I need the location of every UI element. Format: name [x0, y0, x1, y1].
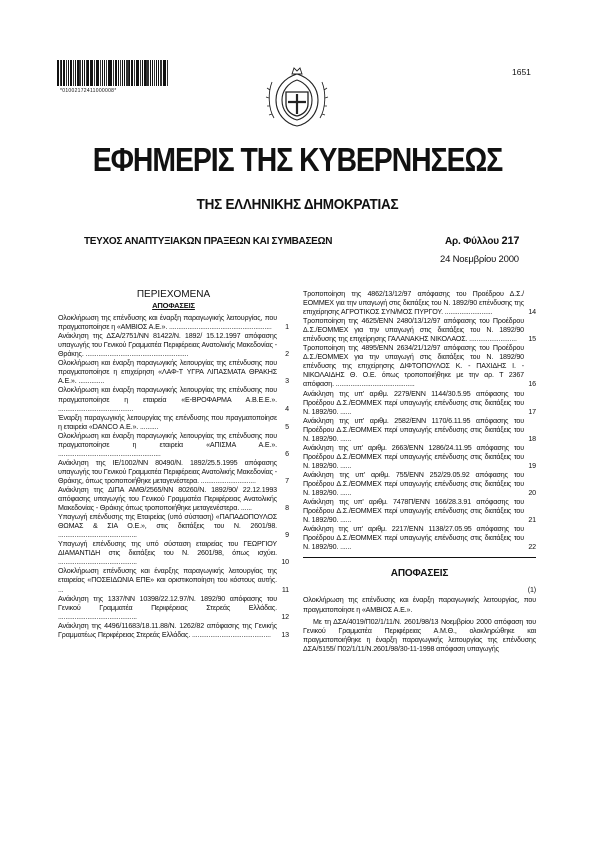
barcode-bar: [124, 60, 125, 86]
barcode-bar: [120, 60, 122, 86]
toc-entry-page: 6: [285, 449, 289, 458]
toc-entry-text: Ανάκληση της υπ' αριθμ. 2582/ΕΝΝ 1170/6.11.95 απόφασης του Προέδρου Δ.Σ./ΕΟΜΜΕΧ περί υπαγωγής επένδυσης στις διατάξεις του Ν. 1892/90. ......: [303, 416, 524, 443]
barcode-bar: [113, 60, 114, 86]
toc-entry-text: Υπαγωγή επένδυσης της Εταιρείας (υπό σύσταση) «ΠΑΠΑΔΟΠΟΥΛΟΣ ΘΩΜΑΣ & ΣΙΑ Ο.Ε.», στις διατάξεις του Ν. 2601/98. ...........................................: [58, 513, 277, 540]
barcode-bar: [137, 60, 139, 86]
decision-subject: Ολοκλήρωση της επένδυσης και έναρξη παραγωγικής λειτουργίας, που πραγματοποίησε η «ΑΜΒΙΟΣ Α.Ε.».: [303, 596, 536, 614]
toc-entry-text: Ολοκλήρωση και έναρξη παραγωγικής λειτουργίας της επένδυσης που πραγματοποίησε η εταιρεία «ΑΠΙΣΜΑ Α.Ε.». ........................................................: [58, 431, 277, 458]
toc-right-column: [303, 290, 536, 654]
toc-entry-text: Ανάκληση της υπ' αριθμ. 2217/ΕΝΝ 1138/27.05.95 απόφασης του Προέδρου Δ.Σ./ΕΟΜΜΕΧ περί υπαγωγής επένδυσης στις διατάξεις του Ν. 1892/90. ......: [303, 525, 524, 552]
toc-entry: [58, 540, 289, 567]
barcode-bar: [84, 60, 85, 86]
barcode-bar: [108, 60, 111, 86]
toc-entry-page: 3: [285, 377, 289, 386]
toc-entry: [58, 513, 289, 540]
barcode-bar: [60, 60, 61, 86]
toc-entry-page: 10: [281, 558, 289, 567]
toc-entry: [58, 332, 289, 359]
barcode-number: *01002172411000008*: [60, 88, 117, 94]
issue-number-block: [445, 235, 519, 247]
issue-type: ΤΕΥΧΟΣ ΑΝΑΠΤΥΞΙΑΚΩΝ ΠΡΑΞΕΩΝ ΚΑΙ ΣΥΜΒΑΣΕΩΝ: [84, 236, 333, 247]
toc-entry-text: Ολοκλήρωση και έναρξη παραγωγικής λειτουργίας της επένδυσης που πραγματοποίησε η επιχείρηση «ΛΑΦ-Τ ΥΓΡΑ ΛΙΠΑΣΜΑΤΑ ΘΡΑΚΗΣ Α.Ε.». ..............: [58, 359, 277, 386]
toc-entry: [58, 486, 289, 513]
barcode-bar: [111, 60, 112, 86]
toc-entry: [58, 386, 289, 413]
toc-entry-text: Ανάκληση της ΔΙΠΑ ΑΜΘ/2565/ΝΝ 80260/Ν. 1892/90/ 22.12.1993 απόφασης υπαγωγής του Γενικού Γραμματέα Περιφέρειας Ανατολικής Μακεδονίας - Θράκης όπως τροποποιήθηκε μεταγενέστερα. ......: [58, 485, 277, 513]
barcode-bar: [79, 60, 81, 86]
toc-entry: [58, 595, 289, 622]
toc-entry-page: 20: [528, 489, 536, 498]
toc-entry-text: Ανάκληση της 4496/11683/18.11.88/Ν. 1262/82 απόφασης της Γενικής Γραμματέως Περιφέρειας Στερεάς Ελλάδας. ...........................................: [58, 621, 277, 639]
toc-entry-page: 18: [528, 434, 536, 443]
toc-entry-page: 19: [528, 461, 536, 470]
toc-entry-page: 12: [281, 612, 289, 621]
toc-entry: [303, 417, 536, 444]
toc-entry: [58, 459, 289, 486]
barcode-bar: [164, 60, 166, 86]
barcode-bar: [156, 60, 157, 86]
barcode-bar: [134, 60, 135, 86]
toc-entry-text: Ανάκληση της ΙΕ/1002/ΝΝ 80490/Ν. 1892/25.5.1995 απόφασης υπαγωγής του Γενικού Γραμματέα Περιφέρειας Ανατολικής Μακεδονίας - Θράκης, όπως τροποποιήθηκε μεταγενέστερα. ..............................: [58, 458, 277, 485]
barcode-bar: [154, 60, 156, 86]
toc-entry-text: Ολοκλήρωση της επένδυσης και έναρξη παραγωγικής λειτουργίας, που πραγματοποίησε η «ΑΜΒΙΟΣ Α.Ε.». ........................................................: [58, 314, 277, 332]
barcode-bar: [75, 60, 76, 86]
barcode-bar: [129, 60, 130, 86]
toc-entry: [303, 317, 536, 344]
toc-entry-text: Έναρξη παραγωγικής λειτουργίας της επένδυσης που πραγματοποίησε η εταιρεία «DANCO Α.Ε.». ..........: [58, 413, 277, 431]
toc-entry-text: Ανάκληση της υπ' αριθμ. 755/ΕΝΝ 252/29.05.92 απόφασης του Προέδρου Δ.Σ./ΕΟΜΜΕΧ περί υπαγωγής επένδυσης στις διατάξεις του Ν. 1892/90. ......: [303, 470, 524, 498]
toc-entry-text: Υπαγωγή επένδυσης της υπό σύσταση εταιρείας του ΓΕΩΡΓΙΟΥ ΔΙΑΜΑΝΤΙΔΗ στις διατάξεις του Ν. 2601/98, όπως ισχύει. ...........................................: [58, 540, 277, 567]
barcode-bar: [126, 60, 129, 86]
toc-entry-page: 4: [285, 404, 289, 413]
toc-entry: [58, 432, 289, 459]
toc-entry: [58, 314, 289, 332]
toc-entry: [58, 359, 289, 386]
gazette-title: ΕΦΗΜΕΡΙΣ ΤΗΣ ΚΥΒΕΡΝΗΣΕΩΣ: [92, 141, 503, 178]
toc-entry-text: Ανάκληση της υπ' αριθμ. 7478Π/ΕΝΝ 166/28.3.91 απόφασης του Προέδρου Δ.Σ./ΕΟΜΜΕΧ περί υπαγωγής επένδυσης στις διατάξεις του Ν. 1892/90. ......: [303, 498, 524, 525]
toc-entry: [303, 444, 536, 471]
divider: [303, 557, 536, 558]
toc-entry-text: Ολοκλήρωση και έναρξη παραγωγικής λειτουργίας της επένδυσης που πραγματοποίησε η εταιρεία «Ε-ΒΡΟΦΑΡΜΑ Α.Β.Ε.Ε.». .........................................: [58, 386, 277, 413]
toc-entry-text: Ανάκληση της υπ' αριθμ. 2663/ΕΝΝ 1286/24.11.95 απόφασης του Προέδρου Δ.Σ./ΕΟΜΜΕΧ περί υπαγωγής επένδυσης στις διατάξεις του Ν. 1892/90. ......: [303, 443, 524, 470]
barcode: [57, 60, 177, 86]
toc-entry-page: 11: [281, 585, 289, 594]
barcode-bar: [140, 60, 141, 86]
toc-entry-page: 16: [528, 380, 536, 389]
barcode-bar: [160, 60, 162, 86]
barcode-bar: [66, 60, 67, 86]
toc-entry-text: Ανάκληση της 1337/ΝΝ 10398/22.12.97/Ν. 1892/90 απόφασης του Γενικού Γραμματέα Περιφέρειας Στερεάς Ελλάδας. ...........................................: [58, 594, 277, 621]
toc-heading: ΠΕΡΙΕΧΟΜΕΝΑ: [136, 289, 211, 300]
barcode-bar: [87, 60, 89, 86]
barcode-bar: [57, 60, 59, 86]
toc-entry-text: Ανάκληση της ΔΣΑ/2751/ΝΝ 81422/Ν. 1892/ 15.12.1997 απόφασης υπαγωγής του Γενικού Γραμματέα Περιφέρειας Ανατολικής Μακεδονίας - Θράκης. ........................................................: [58, 332, 277, 359]
barcode-bar: [142, 60, 143, 86]
toc-right-list: [303, 290, 536, 552]
toc-entry-text: Τροποποίηση της 4625/ΕΝΝ 2480/13/12/97 απόφασης του Προέδρου Δ.Σ./ΕΟΜΜΕΧ για την υπαγωγή στις διατάξεις του Ν. 1892/90 επένδυσης της επιχείρησης ΓΑΛΑΝΑΚΗΣ ΝΙΚΟΛΑΟΣ. ..........................: [303, 317, 524, 344]
toc-entry: [303, 498, 536, 525]
issue-number: 217: [501, 235, 520, 247]
toc-entry: [58, 622, 289, 640]
toc-entry-text: Ανάκληση της υπ' αριθμ. 2279/ΕΝΝ 1144/30.5.95 απόφασης του Προέδρου Δ.Σ./ΕΟΜΜΕΧ περί υπαγωγής επένδυσης στις διατάξεις του Ν. 1892/90. ......: [303, 389, 524, 416]
toc-entry-page: 8: [285, 504, 289, 513]
barcode-bar: [86, 60, 87, 86]
toc-entry-page: 22: [528, 543, 536, 552]
toc-entry-page: 2: [285, 350, 289, 359]
toc-entry: [303, 390, 536, 417]
decisions-heading: ΑΠΟΦΑΣΕΙΣ: [390, 568, 449, 580]
toc-entry-page: 5: [285, 422, 289, 431]
gazette-subtitle: ΤΗΣ ΕΛΛΗΝΙΚΗΣ ΔΗΜΟΚΡΑΤΙΑΣ: [196, 196, 399, 213]
toc-entry-page: 13: [281, 630, 289, 639]
barcode-bar: [152, 60, 153, 86]
toc-entry: [58, 567, 289, 594]
barcode-bar: [61, 60, 62, 86]
barcode-bar: [115, 60, 117, 86]
issue-label: Αρ. Φύλλου: [445, 236, 499, 247]
toc-section-heading: ΑΠΟΦΑΣΕΙΣ: [152, 301, 195, 311]
greek-coat-of-arms-icon: [262, 62, 332, 132]
barcode-bar: [97, 60, 99, 86]
toc-entry-page: 21: [528, 516, 536, 525]
toc-entry: [303, 525, 536, 552]
barcode-bar: [167, 60, 168, 86]
barcode-bar: [94, 60, 95, 86]
toc-entry-text: Ολοκλήρωση επένδυσης και έναρξης παραγωγικής λειτουργίας της εταιρείας «ΠΟΣΕΙΔΩΝΙΑ ΕΠΕ» και οριστικοποίηση του κόστους αυτής. ...: [58, 567, 277, 594]
toc-left-list: [58, 314, 289, 640]
barcode-bar: [90, 60, 93, 86]
decision-body: Με τη ΔΣΑ/4019/Π02/1/11/Ν. 2601/98/13 Νοεμβρίου 2000 απόφαση του Γενικού Γραμματέα Περιφέρειας Α.Μ.Θ., ολοκληρώθηκε και πραγματοποιήθηκε η έναρξη παραγωγικής λειτουργίας της επένδυσης ΔΣΑ/5155/ Π02/1/11/Ν.2601/98/30-11-1998 απόφαση υπαγωγής: [303, 617, 536, 653]
barcode-bar: [146, 60, 149, 86]
barcode-bar: [100, 60, 101, 86]
barcode-bar: [106, 60, 107, 86]
barcode-bar: [102, 60, 103, 86]
toc-entry: [303, 471, 536, 498]
toc-entry: [303, 344, 536, 389]
toc-entry: [58, 414, 289, 432]
barcode-bar: [73, 60, 74, 86]
toc-entry-page: 7: [285, 476, 289, 485]
page-number: 1651: [512, 67, 531, 77]
toc-entry-page: 9: [285, 531, 289, 540]
toc-entry-text: Τροποποίηση της 4895/ΕΝΝ 2634/21/12/97 απόφασης του Προέδρου Δ.Σ./ΕΟΜΜΕΧ για την υπαγωγή στις διατάξεις του Ν. 1892/90 επένδυσης της επιχείρησης ΔΙΦΤΟΠΟΥΛΟΣ Κ. - ΠΑΧΙΔΗΣ Ι. - ΝΙΚΟΛΑΙΔΗΣ Θ. Ο.Ε. όπως τροποποιήθηκε με την αρ. Τ 2367 απόφαση. ...........................................: [303, 344, 524, 389]
toc-entry-text: Τροποποίηση της 4862/13/12/97 απόφασης του Προέδρου Δ.Σ./ΕΟΜΜΕΧ για την υπαγωγή στις διατάξεις του Ν. 1892/90 επένδυσης της επιχείρησης ΑΓΡΟΤΙΚΟΣ ΣΥΝ/ΜΟΣ ΠΥΡΓΟΥ. ..........................: [303, 290, 524, 317]
decision-number: (1): [527, 586, 536, 595]
toc-entry-page: 15: [528, 335, 536, 344]
toc-entry-page: 14: [528, 308, 536, 317]
issue-date: 24 Νοεμβρίου 2000: [440, 254, 519, 265]
toc-entry-page: 1: [285, 323, 289, 332]
toc-entry: [303, 290, 536, 317]
toc-entry-page: 17: [528, 407, 536, 416]
toc-left-column: [58, 290, 289, 640]
barcode-bar: [70, 60, 73, 86]
